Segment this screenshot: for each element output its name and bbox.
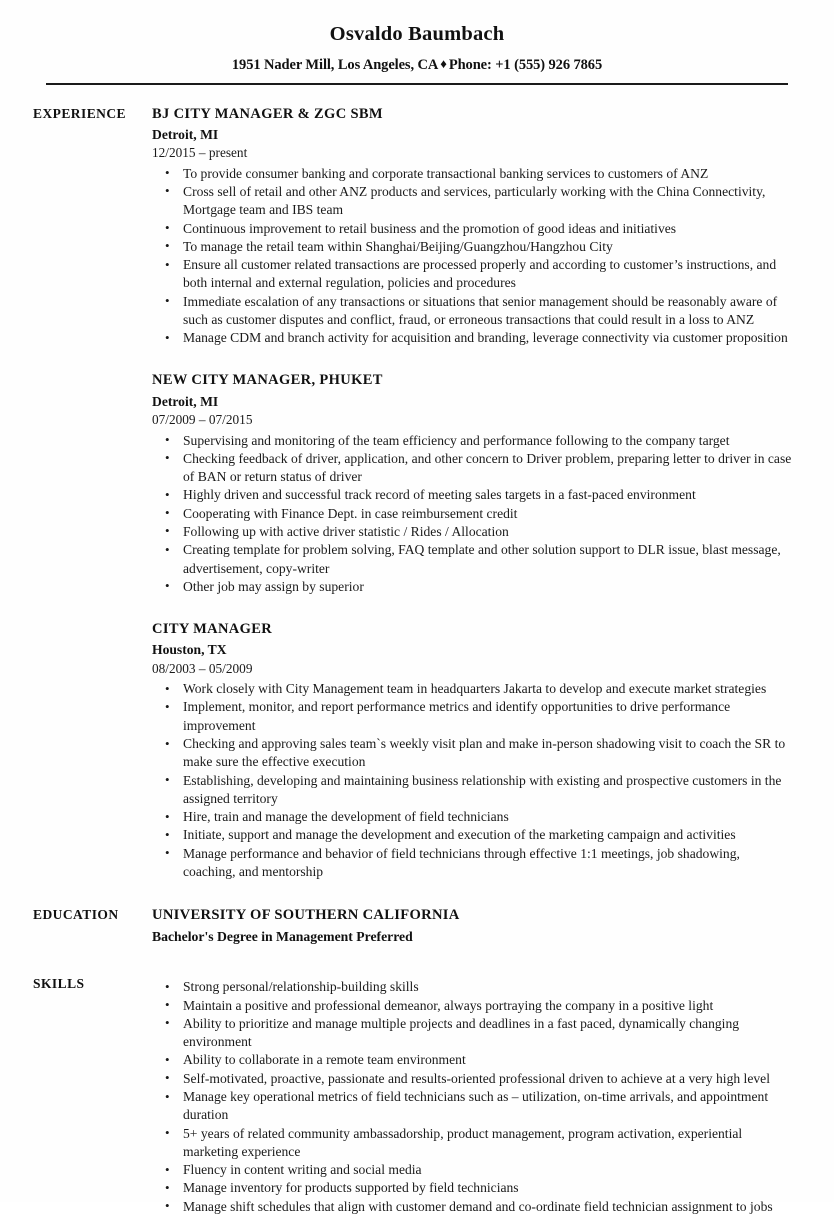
- candidate-name: Osvaldo Baumbach: [329, 23, 505, 45]
- job-bullet: • Hire, train and manage the development of field technicians: [162, 808, 794, 826]
- job-bullet: • Highly driven and successful track record of meeting sales targets in a fast-paced environment: [162, 486, 794, 504]
- job-bullet: • Implement, monitor, and report performance metrics and identify opportunities to drive performance improvement: [162, 698, 794, 735]
- job-location: Detroit, MI: [152, 393, 219, 409]
- skill-bullet: • Manage shift schedules that align with customer demand and co-ordinate field technician assignment to jobs: [162, 1198, 794, 1216]
- skill-bullet: • Manage key operational metrics of field technicians such as – utilization, on-time arrivals, and appointment duration: [162, 1088, 794, 1125]
- job-dates: 07/2009 – 07/2015: [152, 412, 253, 428]
- job-dates: 12/2015 – present: [152, 145, 248, 161]
- job-bullet-list: [152, 432, 794, 597]
- job-bullet: • Ensure all customer related transactions are processed properly and according to customer’s instructions, and both internal and external regulation, policies and procedures: [162, 256, 794, 293]
- job-bullet: • Continuous improvement to retail business and the promotion of good ideas and initiatives: [162, 220, 794, 238]
- job-bullet: • Checking and approving sales team`s weekly visit plan and make in-person shadowing visit to coach the SR to make sure the effective execution: [162, 735, 794, 772]
- candidate-phone: Phone: +1 (555) 926 7865: [448, 56, 603, 73]
- education-entries: [152, 906, 794, 945]
- resume-header: [0, 0, 834, 85]
- job-dates: 08/2003 – 05/2009: [152, 660, 253, 676]
- header-divider: [46, 83, 788, 85]
- skills-entries: [152, 975, 794, 1216]
- skills-bullet-list: [152, 978, 794, 1216]
- skill-bullet: • Self-motivated, proactive, passionate and results-oriented professional driven to achieve at a very high level: [162, 1070, 794, 1088]
- job-bullet: • To provide consumer banking and corporate transactional banking services to customers of ANZ: [162, 165, 794, 183]
- section-label-education: EDUCATION: [33, 907, 119, 923]
- job-bullet-list: [152, 165, 794, 348]
- skill-bullet: • Maintain a positive and professional demeanor, always portraying the company in a positive light: [162, 997, 794, 1015]
- education-school: UNIVERSITY OF SOUTHERN CALIFORNIA: [152, 907, 460, 924]
- experience-entry: [152, 371, 794, 596]
- skill-bullet: • Fluency in content writing and social media: [162, 1161, 794, 1179]
- job-bullet: • Work closely with City Management team in headquarters Jakarta to develop and execute market strategies: [162, 680, 794, 698]
- job-bullet: • Cooperating with Finance Dept. in case reimbursement credit: [162, 505, 794, 523]
- candidate-address: 1951 Nader Mill, Los Angeles, CA: [231, 56, 439, 73]
- skill-bullet: • Ability to prioritize and manage multiple projects and deadlines in a fast paced, dynamically changing environment: [162, 1015, 794, 1052]
- job-title: CITY MANAGER: [152, 621, 273, 638]
- experience-entry: [152, 105, 794, 348]
- job-bullet: • To manage the retail team within Shanghai/Beijing/Guangzhou/Hangzhou City: [162, 238, 794, 256]
- job-bullet: • Initiate, support and manage the development and execution of the marketing campaign and activities: [162, 826, 794, 844]
- job-bullet: • Cross sell of retail and other ANZ products and services, particularly working with the China Connectivity, Mortgage team and IBS team: [162, 183, 794, 220]
- job-bullet: • Checking feedback of driver, application, and other concern to Driver problem, preparing letter to driver in case of BAN or return status of driver: [162, 450, 794, 487]
- job-bullet: • Other job may assign by superior: [162, 578, 794, 596]
- section-label-skills: SKILLS: [33, 976, 85, 992]
- skill-bullet: • Ability to collaborate in a remote team environment: [162, 1051, 794, 1069]
- job-bullet: • Manage CDM and branch activity for acquisition and branding, leverage connectivity via customer proposition: [162, 329, 794, 347]
- skill-bullet: • 5+ years of related community ambassadorship, product management, program activation, experiential marketing experience: [162, 1125, 794, 1162]
- section-experience: [0, 105, 834, 882]
- job-bullet-list: [152, 680, 794, 881]
- skill-bullet: • Strong personal/relationship-building skills: [162, 978, 794, 996]
- job-bullet: • Manage performance and behavior of field technicians through effective 1:1 meetings, job shadowing, coaching, and mentorship: [162, 845, 794, 882]
- job-title: NEW CITY MANAGER, PHUKET: [152, 372, 383, 389]
- candidate-contact-line: [0, 56, 834, 74]
- experience-entries: [152, 105, 794, 882]
- job-location: Detroit, MI: [152, 126, 219, 142]
- job-bullet: • Establishing, developing and maintaining business relationship with existing and prospective customers in the assigned territory: [162, 772, 794, 809]
- job-bullet: • Following up with active driver statistic / Rides / Allocation: [162, 523, 794, 541]
- education-degree: Bachelor's Degree in Management Preferred: [152, 928, 413, 944]
- section-education: [0, 906, 834, 945]
- job-bullet: • Supervising and monitoring of the team efficiency and performance following to the company target: [162, 432, 794, 450]
- experience-entry: [152, 620, 794, 881]
- job-bullet: • Immediate escalation of any transactions or situations that senior management should be reasonably aware of such as customer disputes and conflict, fraud, or erroneous transactions that could result in a loss to ANZ: [162, 293, 794, 330]
- section-label-experience: EXPERIENCE: [33, 105, 127, 121]
- section-skills: [0, 975, 834, 1216]
- job-title: BJ CITY MANAGER & ZGC SBM: [152, 105, 383, 122]
- skill-bullet: • Manage inventory for products supported by field technicians: [162, 1179, 794, 1197]
- job-bullet: • Creating template for problem solving, FAQ template and other solution support to DLR issue, blast message, advertisement, copy-writer: [162, 541, 794, 578]
- job-location: Houston, TX: [152, 642, 227, 658]
- diamond-separator-icon: ♦: [440, 55, 447, 71]
